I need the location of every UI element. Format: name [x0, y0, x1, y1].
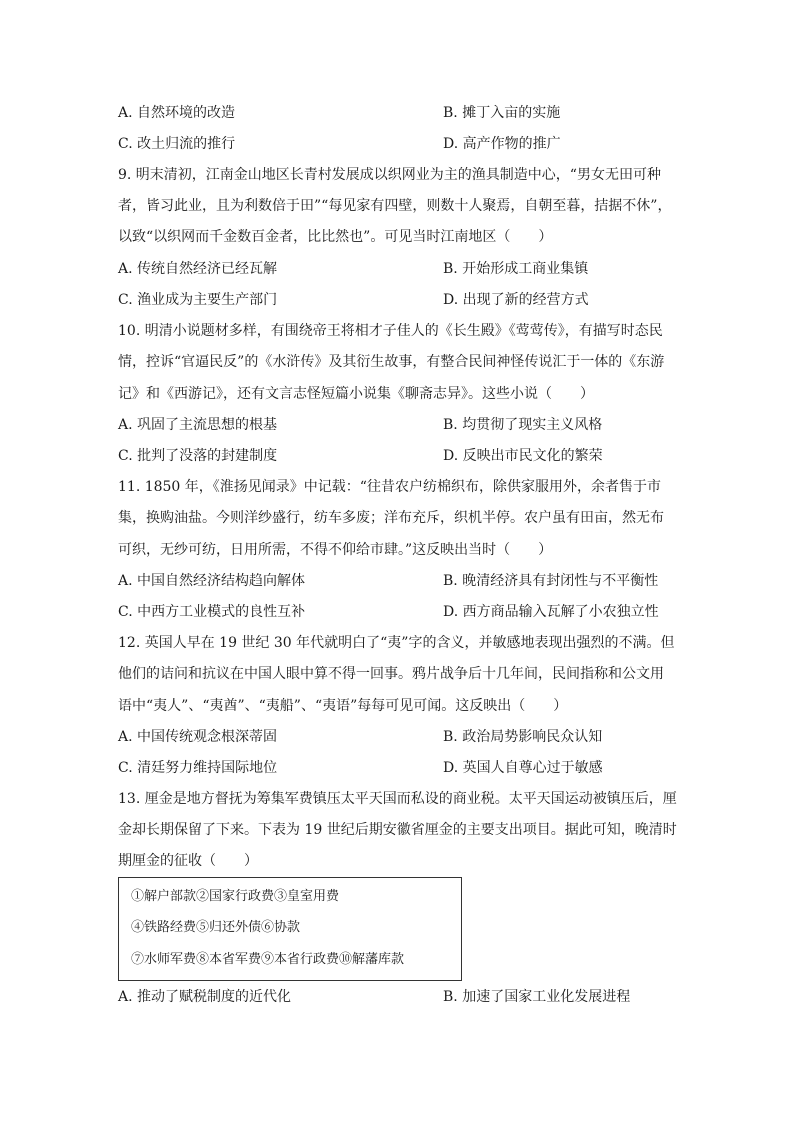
q10-option-b: B. 均贯彻了现实主义风格 — [443, 417, 603, 433]
q13-stem-line-2: 金却长期保留了下来。下表为 19 世纪后期安徽省厘金的主要支出项目。据此可知，晚清时 — [118, 822, 677, 838]
q10-stem-line-1: 10. 明清小说题材多样，有围绕帝王将相才子佳人的《长生殿》《莺莺传》，有描写时态民 — [118, 323, 663, 339]
q12-option-a: A. 中国传统观念根深蒂固 — [118, 729, 278, 745]
q9-stem-line-1: 9. 明末清初，江南金山地区长青村发展成以织网业为主的渔具制造中心，“男女无田可种 — [118, 167, 661, 183]
prev-option-b: B. 摊丁入亩的实施 — [443, 105, 561, 121]
q11-option-c: C. 中西方工业模式的良性互补 — [118, 604, 306, 620]
expenditure-row-1: ①解户部款②国家行政费③皇室用费 — [131, 889, 340, 904]
q10-option-d: D. 反映出市民文化的繁荣 — [443, 448, 603, 464]
q10-stem-line-3: 记》和《西游记》，还有文言志怪短篇小说集《聊斋志异》。这些小说（ ） — [118, 386, 594, 402]
expenditure-row-2: ④铁路经费⑤归还外债⑥协款 — [131, 920, 301, 935]
prev-option-a: A. 自然环境的改造 — [118, 105, 236, 121]
expenditure-row-3: ⑦水师军费⑧本省军费⑨本省行政费⑩解藩库款 — [131, 952, 405, 967]
q11-option-b: B. 晚清经济具有封闭性与不平衡性 — [443, 573, 659, 589]
q13-stem-line-3: 期厘金的征收（ ） — [118, 853, 258, 869]
expenditure-table — [118, 877, 462, 981]
q11-option-a: A. 中国自然经济结构趋向解体 — [118, 573, 306, 589]
q11-stem-line-2: 集，换购油盐。今则洋纱盛行，纺车多废；洋布充斥，织机半停。农户虽有田亩，然无布 — [118, 510, 664, 526]
q10-option-a: A. 巩固了主流思想的根基 — [118, 417, 278, 433]
q9-option-a: A. 传统自然经济已经瓦解 — [118, 261, 278, 277]
q13-option-a: A. 推动了赋税制度的近代化 — [118, 989, 292, 1005]
q13-stem-line-1: 13. 厘金是地方督抚为筹集军费镇压太平天国而私设的商业税。太平天国运动被镇压后，厘 — [118, 791, 677, 807]
q10-stem-line-2: 情，控诉“官逼民反”的《水浒传》及其衍生故事，有整合民间神怪传说汇于一体的《东游 — [118, 354, 665, 370]
q12-stem-line-1: 12. 英国人早在 19 世纪 30 年代就明白了“夷”字的含义，并敏感地表现出强烈的不满。但 — [118, 635, 675, 651]
q12-stem-line-3: 语中“夷人”、“夷酋”、“夷船”、“夷语”每每可见可闻。这反映出（ ） — [118, 698, 568, 714]
q9-option-c: C. 渔业成为主要生产部门 — [118, 292, 278, 308]
q12-option-d: D. 英国人自尊心过于敏感 — [443, 760, 603, 776]
q10-option-c: C. 批判了没落的封建制度 — [118, 448, 278, 464]
q9-stem-line-3: 以致“以织网而千金数百金者，比比然也”。可见当时江南地区（ ） — [118, 229, 553, 245]
q9-stem-line-2: 者，皆习此业，且为利数倍于田”“每见家有四壁，则数十人聚焉，自朝至暮，拮据不休”， — [118, 198, 672, 214]
q11-option-d: D. 西方商品输入瓦解了小农独立性 — [443, 604, 659, 620]
q12-option-b: B. 政治局势影响民众认知 — [443, 729, 603, 745]
q12-stem-line-2: 他们的诘问和抗议在中国人眼中算不得一回事。鸦片战争后十几年间，民间指称和公文用 — [118, 666, 664, 682]
prev-option-d: D. 高产作物的推广 — [443, 136, 561, 152]
q9-option-d: D. 出现了新的经营方式 — [443, 292, 589, 308]
q11-stem-line-3: 可织，无纱可纺，日用所需，不得不仰给市肆。”这反映出当时（ ） — [118, 542, 553, 558]
q13-option-b: B. 加速了国家工业化发展进程 — [443, 989, 631, 1005]
q9-option-b: B. 开始形成工商业集镇 — [443, 261, 589, 277]
prev-option-c: C. 改土归流的推行 — [118, 136, 236, 152]
q11-stem-line-1: 11. 1850 年，《淮扬见闻录》中记载：“往昔农户纺棉织布，除供家服用外，余者售于市 — [118, 479, 661, 495]
q12-option-c: C. 清廷努力维持国际地位 — [118, 760, 278, 776]
